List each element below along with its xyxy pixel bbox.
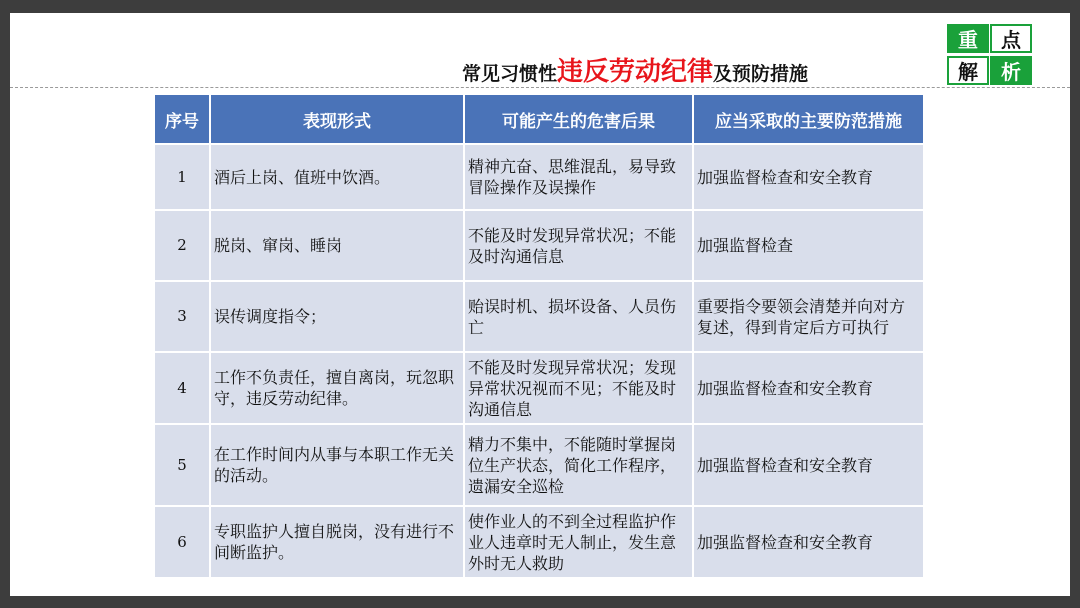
row-index: 4 bbox=[154, 352, 210, 424]
row-consequence: 精神亢奋、思维混乱，易导致冒险操作及误操作 bbox=[464, 144, 693, 210]
slide bbox=[10, 13, 1070, 596]
slide-title bbox=[462, 51, 808, 88]
row-index: 3 bbox=[154, 281, 210, 352]
row-behavior: 脱岗、窜岗、睡岗 bbox=[210, 210, 464, 281]
row-measures: 加强监督检查 bbox=[693, 210, 924, 281]
badge-char-1: 重 bbox=[947, 24, 989, 53]
row-consequence: 不能及时发现异常状况；不能及时沟通信息 bbox=[464, 210, 693, 281]
row-behavior: 专职监护人擅自脱岗，没有进行不间断监护。 bbox=[210, 506, 464, 578]
row-index: 1 bbox=[154, 144, 210, 210]
header-consequence: 可能产生的危害后果 bbox=[464, 94, 693, 144]
title-prefix: 常见习惯性 bbox=[462, 63, 558, 85]
row-behavior: 误传调度指令； bbox=[210, 281, 464, 352]
key-analysis-badge bbox=[947, 24, 1032, 87]
row-measures: 加强监督检查和安全教育 bbox=[693, 352, 924, 424]
row-index: 5 bbox=[154, 424, 210, 506]
row-consequence: 贻误时机、损坏设备、人员伤亡 bbox=[464, 281, 693, 352]
header-behavior: 表现形式 bbox=[210, 94, 464, 144]
table-row bbox=[154, 144, 924, 210]
table-row bbox=[154, 210, 924, 281]
table-header-row bbox=[154, 94, 924, 144]
badge-char-2: 点 bbox=[990, 24, 1032, 53]
table-row bbox=[154, 424, 924, 506]
row-behavior: 工作不负责任，擅自离岗，玩忽职守，违反劳动纪律。 bbox=[210, 352, 464, 424]
badge-char-4: 析 bbox=[990, 56, 1032, 85]
header-measures: 应当采取的主要防范措施 bbox=[693, 94, 924, 144]
row-index: 6 bbox=[154, 506, 210, 578]
row-measures: 重要指令要领会清楚并向对方复述，得到肯定后方可执行 bbox=[693, 281, 924, 352]
table-row bbox=[154, 281, 924, 352]
row-behavior: 酒后上岗、值班中饮酒。 bbox=[210, 144, 464, 210]
row-behavior: 在工作时间内从事与本职工作无关的活动。 bbox=[210, 424, 464, 506]
badge-char-3: 解 bbox=[947, 56, 989, 85]
table-row bbox=[154, 506, 924, 578]
discipline-table bbox=[153, 93, 925, 579]
row-consequence: 精力不集中，不能随时掌握岗位生产状态，简化工作程序，遗漏安全巡检 bbox=[464, 424, 693, 506]
header-index: 序号 bbox=[154, 94, 210, 144]
title-suffix: 及预防措施 bbox=[713, 63, 809, 85]
row-consequence: 使作业人的不到全过程监护作业人违章时无人制止，发生意外时无人救助 bbox=[464, 506, 693, 578]
row-consequence: 不能及时发现异常状况；发现异常状况视而不见；不能及时沟通信息 bbox=[464, 352, 693, 424]
table-row bbox=[154, 352, 924, 424]
row-measures: 加强监督检查和安全教育 bbox=[693, 144, 924, 210]
title-highlight: 违反劳动纪律 bbox=[557, 57, 714, 87]
row-measures: 加强监督检查和安全教育 bbox=[693, 424, 924, 506]
row-index: 2 bbox=[154, 210, 210, 281]
row-measures: 加强监督检查和安全教育 bbox=[693, 506, 924, 578]
